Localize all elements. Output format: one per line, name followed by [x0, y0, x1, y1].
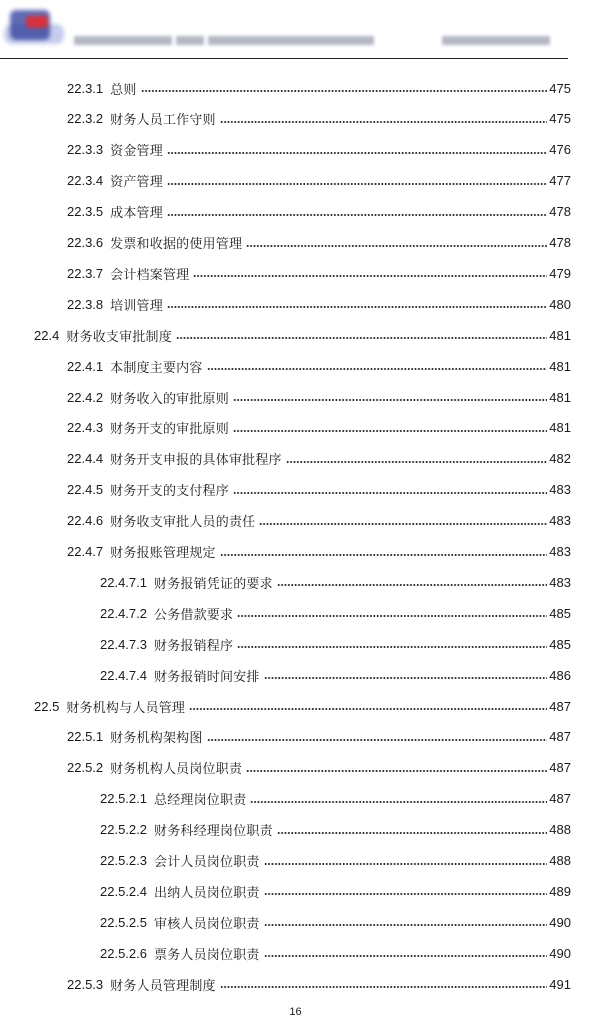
toc-entry-number: 22.3.1 [67, 80, 104, 96]
toc-entry[interactable] [67, 76, 571, 100]
toc-leader-dots [277, 830, 547, 836]
toc-entry-page: 489 [549, 883, 571, 899]
toc-entry-title: 发票和收据的使用管理 [110, 237, 243, 252]
toc-entry-number: 22.3.3 [67, 142, 104, 158]
toc-entry-page: 485 [549, 636, 571, 652]
toc-entry-page: 481 [549, 358, 571, 374]
toc-entry[interactable] [67, 231, 571, 255]
toc-leader-dots [264, 675, 548, 681]
toc-leader-dots [237, 613, 547, 619]
toc-entry-title: 财务开支的审批原则 [110, 422, 229, 438]
toc-entry-page: 487 [549, 791, 571, 807]
toc-leader-dots [264, 953, 548, 959]
toc-entry[interactable] [100, 601, 571, 625]
page-header [0, 0, 591, 62]
toc-entry-page: 480 [549, 296, 571, 312]
toc-entry-page: 490 [549, 945, 571, 961]
toc-leader-dots [250, 799, 547, 805]
toc-entry[interactable] [100, 632, 571, 656]
header-blurred-text [176, 36, 204, 45]
toc-leader-dots [246, 243, 547, 249]
toc-entry-page: 491 [549, 976, 571, 992]
toc-entry-title: 会计档案管理 [110, 267, 190, 283]
toc-entry-page: 477 [549, 173, 571, 189]
toc-entry-number: 22.4.7.2 [100, 605, 147, 621]
toc-entry[interactable] [67, 540, 571, 564]
toc-leader-dots [220, 984, 548, 990]
toc-entry-number: 22.5.1 [67, 729, 104, 745]
toc-entry[interactable] [100, 663, 571, 687]
toc-entry[interactable] [67, 385, 571, 409]
header-blurred-text [208, 36, 374, 45]
toc-entry-title: 财务报销时间安排 [154, 669, 260, 685]
toc-entry-number: 22.4.2 [67, 389, 104, 405]
toc-leader-dots [207, 366, 548, 372]
toc-entry-title: 财务人员管理制度 [110, 978, 216, 994]
toc-entry-page: 486 [549, 667, 571, 683]
toc-entry-number: 22.4.7.3 [100, 636, 147, 652]
toc-leader-dots [167, 304, 547, 310]
toc-entry[interactable] [100, 879, 571, 903]
toc-entry-page: 482 [549, 451, 571, 467]
toc-leader-dots [237, 644, 547, 650]
toc-entry-title: 成本管理 [110, 206, 163, 222]
toc-entry[interactable] [34, 694, 571, 718]
toc-entry-number: 22.5.2.5 [100, 914, 147, 930]
toc-entry[interactable] [100, 910, 571, 934]
toc-leader-dots [233, 428, 547, 434]
toc-leader-dots [167, 181, 547, 187]
toc-entry-page: 483 [549, 574, 571, 590]
toc-entry-page: 479 [549, 265, 571, 281]
toc-entry[interactable] [67, 756, 571, 780]
toc-entry-number: 22.5 [34, 698, 60, 714]
toc-entry-title: 财务机构架构图 [110, 731, 203, 747]
toc-leader-dots [167, 150, 547, 156]
toc-entry-title: 财务机构人员岗位职责 [110, 762, 243, 778]
toc-entry-number: 22.5.2 [67, 760, 104, 776]
toc-leader-dots [246, 768, 547, 774]
toc-entry-page: 481 [549, 389, 571, 405]
toc-entry-page: 481 [549, 327, 571, 343]
toc-entry-page: 487 [549, 729, 571, 745]
toc-entry-title: 财务机构与人员管理 [66, 700, 186, 716]
toc-entry-page: 476 [549, 142, 571, 158]
toc-entry[interactable] [67, 292, 571, 316]
toc-entry-title: 财务开支的支付程序 [110, 484, 229, 500]
toc-entry-title: 公务借款要求 [154, 607, 234, 623]
toc-entry[interactable] [67, 261, 571, 285]
toc-entry-title: 票务人员岗位职责 [154, 947, 260, 963]
page-number: 16 [289, 1006, 302, 1018]
toc-entry-title: 财务收支审批制度 [66, 329, 172, 345]
toc-entry-title: 财务收支审批人员的责任 [110, 515, 256, 531]
toc-leader-dots [277, 582, 547, 588]
toc-entry[interactable] [67, 509, 571, 533]
toc-entry-number: 22.3.8 [67, 296, 104, 312]
toc-entry[interactable] [67, 354, 571, 378]
toc-entry-number: 22.5.3 [67, 976, 104, 992]
toc-entry[interactable] [67, 725, 571, 749]
toc-entry-title: 总经理岗位职责 [154, 793, 247, 809]
toc-entry-number: 22.4 [34, 327, 60, 343]
toc-entry-page: 475 [549, 80, 571, 96]
toc-entry-title: 本制度主要内容 [110, 360, 203, 376]
toc-entry-page: 481 [549, 420, 571, 436]
toc-entry-number: 22.3.5 [67, 204, 104, 220]
toc-entry[interactable] [67, 416, 571, 440]
toc-entry-title: 财务报账管理规定 [110, 546, 216, 561]
toc-entry-page: 483 [549, 513, 571, 529]
toc-entry[interactable] [67, 107, 571, 131]
toc-leader-dots [233, 490, 547, 496]
toc-entry[interactable] [67, 478, 571, 502]
toc-entry-title: 财务报销凭证的要求 [154, 576, 273, 592]
toc-entry-number: 22.4.7 [67, 544, 104, 559]
toc-entry-title: 培训管理 [110, 298, 163, 314]
toc-leader-dots [207, 737, 548, 743]
toc-entry[interactable] [67, 138, 571, 162]
toc-entry-title: 资金管理 [110, 144, 163, 160]
toc-entry-number: 22.3.7 [67, 265, 104, 281]
toc-entry[interactable] [100, 570, 571, 594]
toc-leader-dots [176, 335, 547, 341]
toc-entry-page: 485 [549, 605, 571, 621]
toc-entry-number: 22.3.4 [67, 173, 104, 189]
toc-entry-number: 22.5.2.2 [100, 822, 147, 838]
toc-entry-page: 490 [549, 914, 571, 930]
toc-leader-dots [193, 273, 547, 279]
toc-leader-dots [264, 891, 548, 897]
toc-entry-page: 487 [549, 698, 571, 714]
company-logo-icon [4, 6, 68, 50]
toc-leader-dots [264, 861, 548, 867]
toc-entry[interactable] [67, 200, 571, 224]
toc-entry-number: 22.4.5 [67, 482, 104, 498]
toc-entry-page: 488 [549, 853, 571, 868]
toc-entry-number: 22.4.6 [67, 513, 104, 529]
toc-entry-number: 22.3.2 [67, 111, 104, 127]
toc-entry[interactable] [100, 787, 571, 811]
toc-entry-page: 475 [549, 111, 571, 127]
toc-entry-page: 488 [549, 822, 571, 838]
toc-entry-title: 财务收入的审批原则 [110, 391, 229, 407]
toc-entry-page: 478 [549, 204, 571, 220]
toc-entry[interactable] [100, 849, 571, 873]
toc-leader-dots [286, 459, 548, 465]
toc-entry-title: 资产管理 [110, 175, 163, 191]
header-blurred-text [74, 36, 172, 45]
toc-entry-title: 财务人员工作守则 [110, 113, 216, 129]
toc-entry[interactable] [100, 941, 571, 965]
toc-entry[interactable] [34, 323, 571, 347]
toc-entry[interactable] [67, 169, 571, 193]
toc-entry-title: 财务报销程序 [154, 638, 234, 654]
toc-entry-number: 22.5.2.6 [100, 945, 147, 961]
toc-entry[interactable] [67, 972, 571, 996]
toc-entry-number: 22.5.2.3 [100, 853, 147, 868]
toc-leader-dots [167, 212, 547, 218]
toc-leader-dots [259, 521, 547, 527]
toc-entry-title: 出纳人员岗位职责 [154, 885, 260, 901]
toc-entry-number: 22.5.2.1 [100, 791, 147, 807]
toc-entry-page: 478 [549, 235, 571, 250]
header-divider [0, 58, 568, 59]
toc-entry-title: 会计人员岗位职责 [154, 855, 260, 870]
toc-entry-title: 总则 [110, 82, 137, 98]
toc-entry[interactable] [100, 818, 571, 842]
toc-entry-number: 22.4.1 [67, 358, 104, 374]
toc-leader-dots [233, 397, 547, 403]
toc-entry-title: 审核人员岗位职责 [154, 916, 260, 932]
header-blurred-text [442, 36, 550, 45]
toc-entry-page: 483 [549, 544, 571, 559]
toc-entry-number: 22.4.7.1 [100, 574, 147, 590]
toc-entry-number: 22.4.4 [67, 451, 104, 467]
toc-leader-dots [220, 552, 548, 558]
toc-entry-number: 22.3.6 [67, 235, 104, 250]
toc-entry[interactable] [67, 447, 571, 471]
toc-entry-page: 483 [549, 482, 571, 498]
toc-entry-title: 财务开支申报的具体审批程序 [110, 453, 282, 469]
toc-entry-title: 财务科经理岗位职责 [154, 824, 273, 840]
toc-entry-number: 22.4.3 [67, 420, 104, 436]
toc-entry-number: 22.4.7.4 [100, 667, 147, 683]
toc-entry-number: 22.5.2.4 [100, 883, 147, 899]
toc-leader-dots [220, 119, 548, 125]
toc-leader-dots [264, 922, 548, 928]
toc-leader-dots [141, 88, 548, 94]
toc-entry-page: 487 [549, 760, 571, 776]
toc-leader-dots [189, 706, 547, 712]
